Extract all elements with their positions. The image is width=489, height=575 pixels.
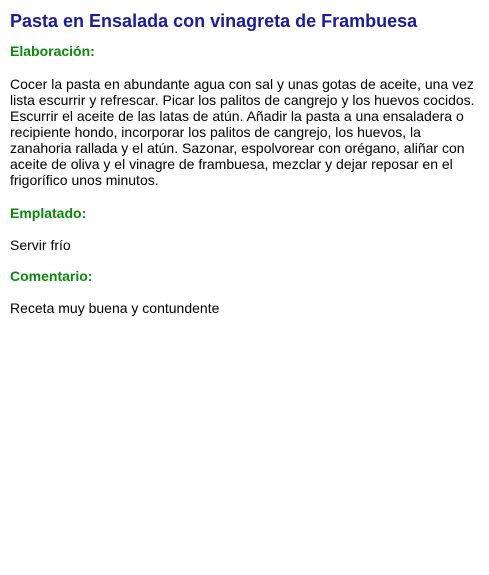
emplatado-heading: Emplatado: [10,205,87,221]
comentario-heading: Comentario: [10,268,93,284]
elaboracion-heading: Elaboración: [10,43,95,59]
emplatado-text: Servir frío [10,237,71,253]
elaboracion-text: Cocer la pasta en abundante agua con sal y unas gotas de aceite, una vez lista escurrir y refrescar. Picar los palitos de cangrejo y los huevos cocidos. Escurrir el aceite de las latas de atún. Añadir la pasta a una ensaladera o recipiente hondo, incorporar los palitos de cangrejo, los huevos, la zanahoria rallada y el atún. Sazonar, espolvorear con orégano, aliñar con aceite de oliva y el vinagre de frambuesa, mezclar y dejar reposar en el frigorífico unos minutos. [10,76,475,188]
comentario-text: Receta muy buena y contundente [10,300,220,316]
page-title: Pasta en Ensalada con vinagreta de Frambuesa [10,11,418,31]
